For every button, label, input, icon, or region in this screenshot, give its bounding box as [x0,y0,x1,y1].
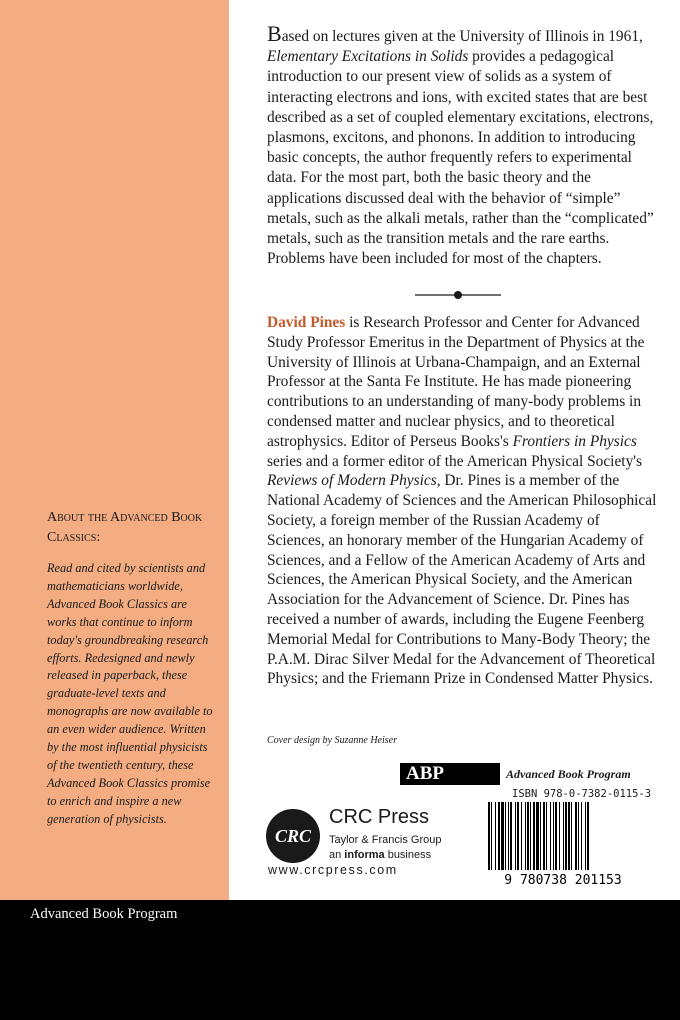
barcode-bar [517,802,519,870]
barcode-bar [578,802,579,870]
left-panel [0,0,229,900]
barcode-bar [527,802,529,870]
barcode-bar [505,802,506,870]
barcode-bar [521,802,522,870]
about-section [47,508,217,829]
blurb-paragraph [267,21,657,288]
crc-logo-icon [265,808,321,864]
barcode-bar [581,802,582,870]
barcode-bar [540,802,541,870]
publisher-informa [329,849,431,861]
barcode-bar [515,802,516,870]
blurb-section [267,21,657,288]
publisher-name: CRC Press [329,806,430,828]
barcode-bar [550,802,551,870]
barcode-bar [488,802,490,870]
barcode-bar [553,802,554,870]
blurb-text-1: ased on lectures given at the University of Illinois in 1961, [281,28,643,45]
bio-paragraph [267,313,657,689]
bio-section [267,313,657,689]
barcode-bar [543,802,545,870]
barcode-bar [565,802,567,870]
barcode-bar [508,802,509,870]
informa-brand: informa [344,849,385,861]
about-heading: About the Advanced Book Classics: [47,510,203,545]
informa-prefix: an [329,849,345,861]
barcode-bar [585,802,586,870]
barcode-bar [510,802,512,870]
imprint-label: Advanced Book Program [30,906,178,922]
bio-text-1: is Research Professor and Center for Advanced Study Professor Emeritus in the Department of Physics at the University of Illinois at Urbana-Champaign, and an External Professor at the Santa Fe Institute. He has made pioneering contributions to an understanding of many-body problems in condensed matter and nuclear physics, and to theoretical astrophysics. Editor of Perseus Books's [267,314,645,450]
series-title: Frontiers in Physics [512,432,637,450]
journal-title: Reviews of Modern Physics [267,472,437,490]
barcode-bar [501,802,504,870]
author-name: David Pines [267,314,346,331]
isbn-label: ISBN 978-0-7382-0115-3 [512,788,652,800]
barcode-bar [563,802,564,870]
cover-credit: Cover design by Suzanne Heiser [267,735,397,746]
barcode-bar [575,802,577,870]
barcode-bar [525,802,526,870]
blurb-dropcap: B [267,21,282,46]
barcode-bar [498,802,500,870]
book-title: Elementary Excitations in Solids [267,48,469,66]
abp-logo: ABP [400,763,500,785]
barcode-digits: 9 780738 201153 [504,873,622,886]
about-body: Read and cited by scientists and mathematicians worldwide, Advanced Book Classics are works that continue to inform today's groundbreaking research efforts. Redesigned and newly released in paperback, these graduate-level texts and monographs are now available to an even wider audience. Written by the most influential physicists of the twentieth century, these Advanced Book Classics promise to enrich and inspire a new generation of physicists. [47,561,213,826]
barcode-bar [559,802,560,870]
barcode-bar [491,802,492,870]
bottom-band [0,900,680,1020]
barcode-bar [546,802,547,870]
publisher-tagline: Taylor & Francis Group [329,834,442,846]
barcode-bar [495,802,496,870]
barcode-bar [536,802,539,870]
blurb-text-2: provides a pedagogical introduction to our present view of solids as a system of interacting electrons and ions, with excited states that are best described as a set of coupled elementary excitations, electrons, plasmons, excitons, and phonons. In addition to introducing basic concepts, the author frequently refers to experimental data. For the most part, both the basic theory and the applications discussed deal with the behavior of “simple” metals, such as the alkali metals, rather than the “complicated” metals, such as the transition metals and the rare earths. Problems have been included for most of the chapters. [267,48,654,268]
barcode-bar [530,802,531,870]
informa-suffix: business [384,849,432,861]
barcode-bar [568,802,570,870]
crc-logo-text: CRC [274,826,312,846]
ornament-divider [415,290,501,300]
bio-text-2: series and a former editor of the American Physical Society's [267,452,643,470]
barcode-bar [555,802,557,870]
barcode-bar [571,802,572,870]
barcode-bar [587,802,589,870]
publisher-url: www.crcpress.com [268,863,398,877]
bio-text-3: , Dr. Pines is a member of the National Academy of Sciences and the American Philosophical Society, a foreign member of the Russian Academy of Sciences, an honorary member of the Hungarian Academy of Sciences, and a Fellow of the American Academy of Arts and Sciences, the American Physical Society, and the American Association for the Advancement of Science. Dr. Pines has received a number of awards, including the Eugene Feenberg Memorial Medal for Contributions to Many-Body Theory; the P.A.M. Dirac Silver Medal for the Advancement of Theoretical Physics; and the Friemann Prize in Condensed Matter Physics. [267,472,657,688]
abp-label: Advanced Book Program [506,767,631,781]
isbn-barcode [478,802,648,886]
barcode-bar [533,802,535,870]
